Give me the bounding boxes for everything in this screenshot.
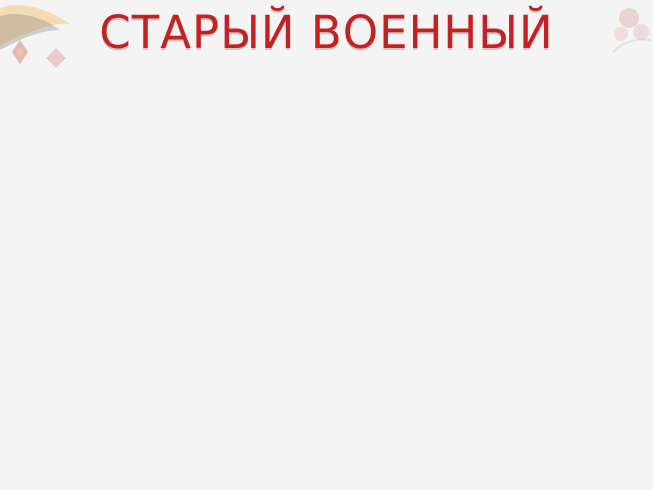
page-title: СТАРЫЙ ВОЕННЫЙ [99,6,554,59]
story-text [10,56,643,484]
